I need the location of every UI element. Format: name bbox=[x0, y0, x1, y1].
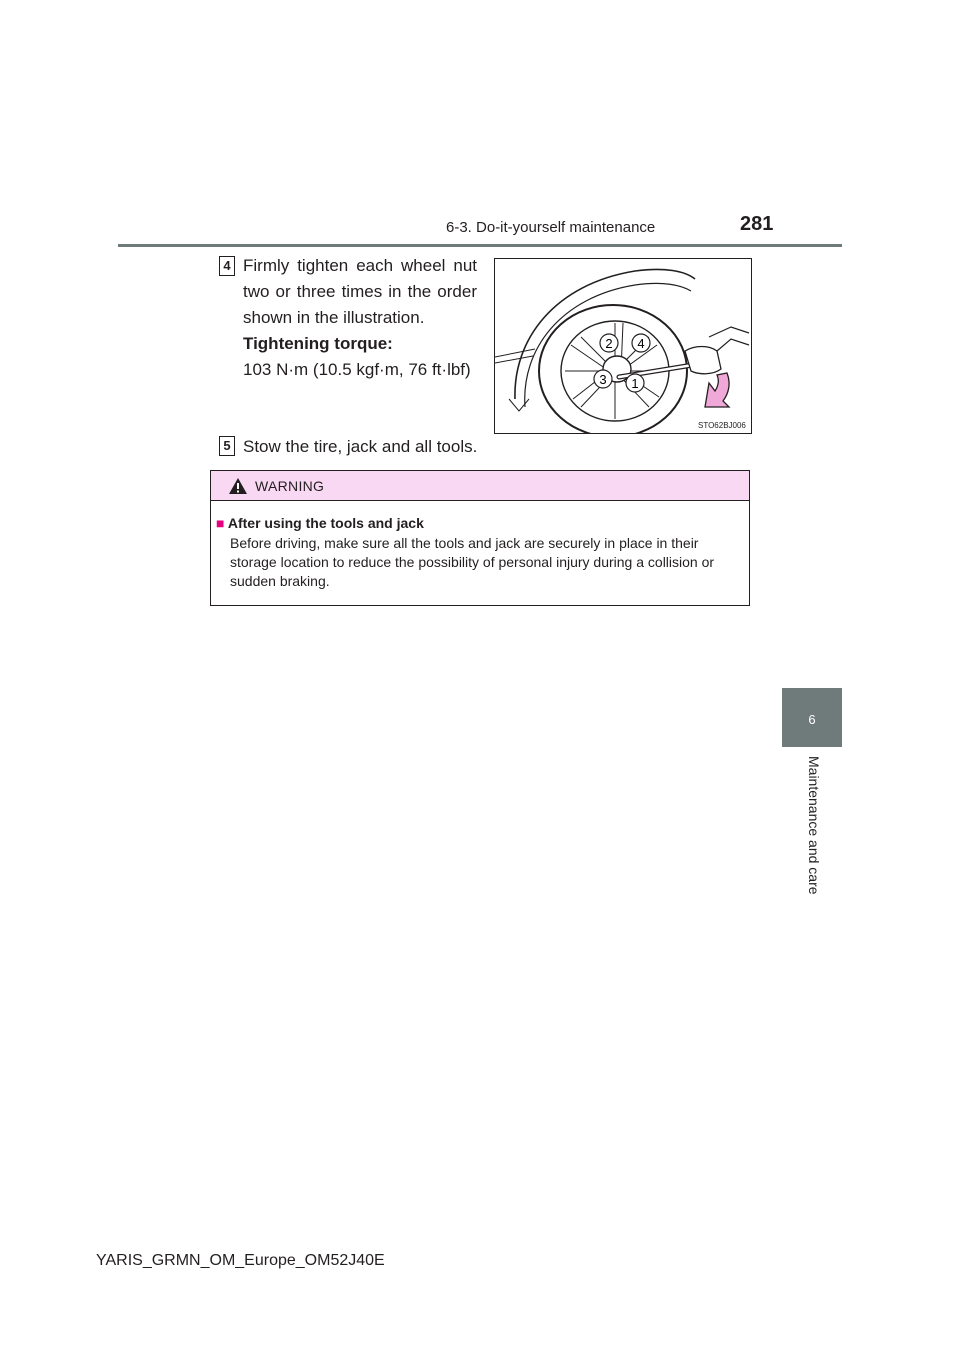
bullet-square-icon: ■ bbox=[216, 515, 225, 531]
step-5-number: 5 bbox=[219, 436, 235, 456]
warning-body: Before driving, make sure all the tools and jack are securely in place in their storage location to reduce the possibility of personal injury during a collision or sudden braking. bbox=[230, 535, 715, 589]
step-5-text: Stow the tire, jack and all tools. bbox=[243, 437, 478, 456]
callout-4: 4 bbox=[637, 336, 645, 351]
page-number: 281 bbox=[740, 213, 774, 235]
header-rule bbox=[118, 244, 842, 247]
wheel-tightening-icon bbox=[495, 259, 751, 433]
step-4-text: Firmly tighten each wheel nut two or three times in the order shown in the illustration. bbox=[243, 256, 477, 327]
wheel-nut-illustration bbox=[494, 258, 752, 434]
torque-value: 103 N·m (10.5 kgf·m, 76 ft·lbf) bbox=[243, 360, 471, 379]
chapter-number: 6 bbox=[808, 712, 816, 727]
callout-3: 3 bbox=[599, 372, 607, 387]
step-4-number: 4 bbox=[219, 256, 235, 276]
section-title: 6-3. Do-it-yourself maintenance bbox=[446, 219, 656, 236]
callout-2: 2 bbox=[605, 336, 613, 351]
chapter-label: Maintenance and care bbox=[806, 756, 822, 895]
figure-code: STO62BJ006 bbox=[698, 421, 746, 430]
document-id: YARIS_GRMN_OM_Europe_OM52J40E bbox=[96, 1252, 385, 1269]
warning-title: WARNING bbox=[255, 478, 325, 494]
warning-subtitle: ■ After using the tools and jack bbox=[216, 515, 424, 531]
torque-label: Tightening torque: bbox=[243, 334, 393, 353]
callout-1: 1 bbox=[631, 376, 639, 391]
warning-triangle-icon bbox=[228, 477, 248, 500]
